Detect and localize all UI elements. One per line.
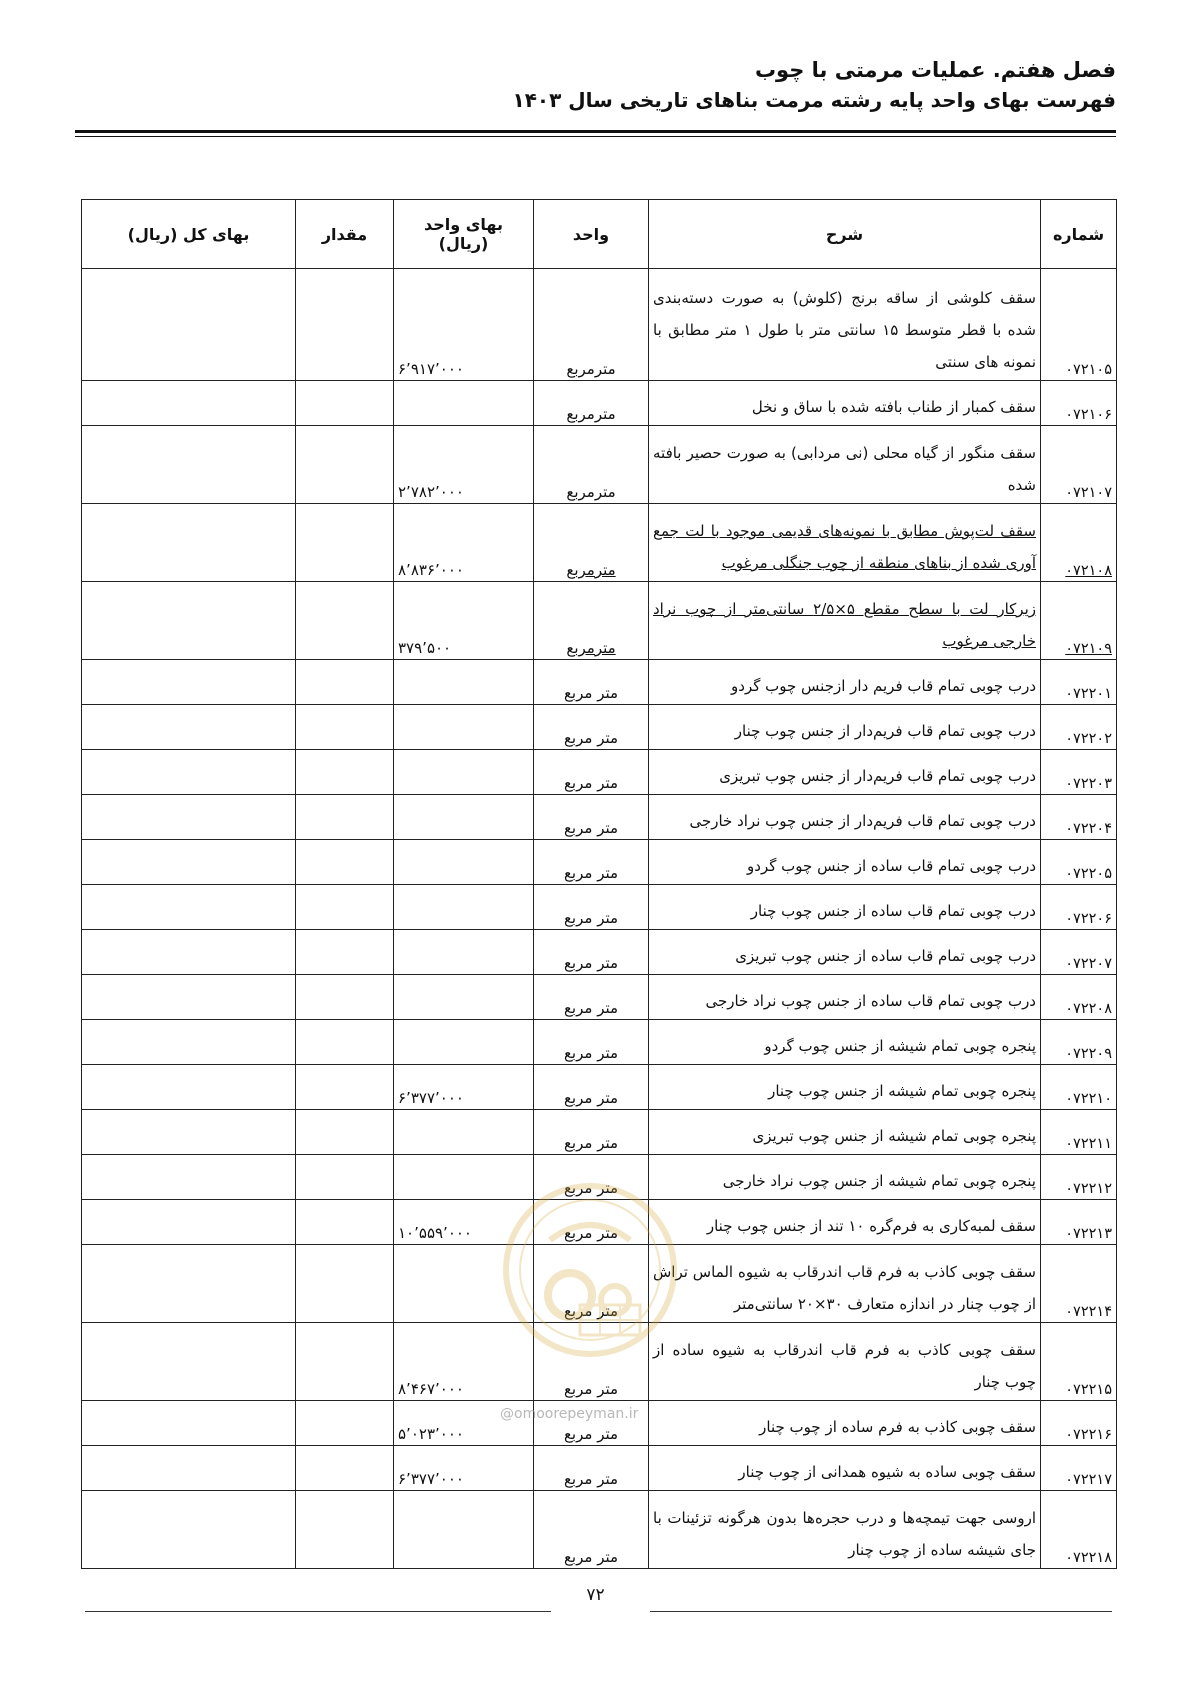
item-unit-price: ۸٬۸۳۶٬۰۰۰ xyxy=(394,504,534,582)
item-description: درب چوبی تمام قاب فریم‌دار از جنس چوب نراد خارجی xyxy=(649,795,1041,840)
item-code: ۰۷۲۲۱۶ xyxy=(1041,1401,1117,1446)
item-unit-price: ۳۷۹٬۵۰۰ xyxy=(394,582,534,660)
item-code: ۰۷۲۲۰۷ xyxy=(1041,930,1117,975)
item-quantity xyxy=(296,1020,394,1065)
item-code: ۰۷۲۲۱۴ xyxy=(1041,1245,1117,1323)
item-total-price xyxy=(82,1020,296,1065)
header-quantity: مقدار xyxy=(296,200,394,269)
item-code: ۰۷۲۱۰۸ xyxy=(1041,504,1117,582)
header-description: شرح xyxy=(649,200,1041,269)
item-unit-price xyxy=(394,705,534,750)
item-description: سقف چوبی کاذب به فرم ساده از چوب چنار xyxy=(649,1401,1041,1446)
item-code: ۰۷۲۲۱۳ xyxy=(1041,1200,1117,1245)
item-total-price xyxy=(82,705,296,750)
item-unit-price xyxy=(394,1245,534,1323)
item-quantity xyxy=(296,504,394,582)
item-quantity xyxy=(296,750,394,795)
item-description: سقف چوبی ساده به شیوه همدانی از چوب چنار xyxy=(649,1446,1041,1491)
item-total-price xyxy=(82,840,296,885)
item-unit: متر مربع xyxy=(534,885,649,930)
item-unit: متر مربع xyxy=(534,930,649,975)
table-row xyxy=(82,885,1117,930)
item-code: ۰۷۲۲۱۸ xyxy=(1041,1491,1117,1569)
watermark-text: @omoorepeyman.ir xyxy=(500,1406,639,1422)
item-description: درب چوبی تمام قاب ساده از جنس چوب گردو xyxy=(649,840,1041,885)
item-unit-price: ۶٬۳۷۷٬۰۰۰ xyxy=(394,1065,534,1110)
item-description: اروسی جهت تیمچه‌ها و درب حجره‌ها بدون هرگونه تزئینات با جای شیشه ساده از چوب چنار xyxy=(649,1491,1041,1569)
item-unit-price xyxy=(394,1155,534,1200)
item-description: درب چوبی تمام قاب ساده از جنس چوب نراد خارجی xyxy=(649,975,1041,1020)
item-code: ۰۷۲۱۰۵ xyxy=(1041,269,1117,381)
item-unit-price xyxy=(394,660,534,705)
item-total-price xyxy=(82,269,296,381)
item-unit: متر مربع xyxy=(534,1020,649,1065)
item-code: ۰۷۲۱۰۹ xyxy=(1041,582,1117,660)
table-row xyxy=(82,1446,1117,1491)
table-row xyxy=(82,975,1117,1020)
item-code: ۰۷۲۲۰۱ xyxy=(1041,660,1117,705)
table-row xyxy=(82,705,1117,750)
item-unit: متر مربع xyxy=(534,1110,649,1155)
item-unit: متر مربع xyxy=(534,1200,649,1245)
table-row xyxy=(82,660,1117,705)
chapter-title: فصل هفتم. عملیات مرمتی با چوب xyxy=(754,58,1116,82)
item-quantity xyxy=(296,660,394,705)
item-unit: مترمربع xyxy=(534,426,649,504)
item-unit: مترمربع xyxy=(534,381,649,426)
item-unit: متر مربع xyxy=(534,1245,649,1323)
table-row xyxy=(82,750,1117,795)
item-code: ۰۷۲۲۰۳ xyxy=(1041,750,1117,795)
table-row xyxy=(82,1245,1117,1323)
table-header-row xyxy=(82,200,1117,269)
item-code: ۰۷۲۲۱۵ xyxy=(1041,1323,1117,1401)
item-code: ۰۷۲۱۰۶ xyxy=(1041,381,1117,426)
item-total-price xyxy=(82,1200,296,1245)
item-description: درب چوبی تمام قاب فریم دار ازجنس چوب گردو xyxy=(649,660,1041,705)
item-description: سقف کمبار از طناب بافته شده با ساق و نخل xyxy=(649,381,1041,426)
price-list-table xyxy=(81,199,1117,1569)
item-description: پنجره چوبی تمام شیشه از جنس چوب گردو xyxy=(649,1020,1041,1065)
item-total-price xyxy=(82,582,296,660)
item-total-price xyxy=(82,1491,296,1569)
item-total-price xyxy=(82,1065,296,1110)
item-quantity xyxy=(296,426,394,504)
table-row xyxy=(82,1200,1117,1245)
page-number: ۷۲ xyxy=(586,1585,605,1605)
item-total-price xyxy=(82,1155,296,1200)
item-quantity xyxy=(296,930,394,975)
item-code: ۰۷۲۲۱۲ xyxy=(1041,1155,1117,1200)
item-code: ۰۷۲۲۰۲ xyxy=(1041,705,1117,750)
item-total-price xyxy=(82,1110,296,1155)
item-description: پنجره چوبی تمام شیشه از جنس چوب نراد خارجی xyxy=(649,1155,1041,1200)
header-unit: واحد xyxy=(534,200,649,269)
table-row xyxy=(82,1323,1117,1401)
item-total-price xyxy=(82,1245,296,1323)
header-code: شماره xyxy=(1041,200,1117,269)
item-quantity xyxy=(296,1065,394,1110)
item-total-price xyxy=(82,750,296,795)
item-unit: متر مربع xyxy=(534,1065,649,1110)
item-unit: مترمربع xyxy=(534,504,649,582)
item-description: درب چوبی تمام قاب ساده از جنس چوب چنار xyxy=(649,885,1041,930)
item-quantity xyxy=(296,381,394,426)
item-unit-price: ۵٬۰۲۳٬۰۰۰ xyxy=(394,1401,534,1446)
item-quantity xyxy=(296,1110,394,1155)
item-code: ۰۷۲۲۱۷ xyxy=(1041,1446,1117,1491)
item-total-price xyxy=(82,1446,296,1491)
item-total-price xyxy=(82,975,296,1020)
header-rule-thin xyxy=(75,136,1116,137)
item-total-price xyxy=(82,660,296,705)
item-unit: متر مربع xyxy=(534,1491,649,1569)
item-unit: متر مربع xyxy=(534,975,649,1020)
item-unit-price: ۸٬۴۶۷٬۰۰۰ xyxy=(394,1323,534,1401)
table-row xyxy=(82,1020,1117,1065)
item-code: ۰۷۲۱۰۷ xyxy=(1041,426,1117,504)
item-description: سقف لمبه‌کاری به فرم‌گره ۱۰ تند از جنس چوب چنار xyxy=(649,1200,1041,1245)
item-quantity xyxy=(296,1155,394,1200)
item-code: ۰۷۲۲۰۹ xyxy=(1041,1020,1117,1065)
item-unit-price xyxy=(394,750,534,795)
item-quantity xyxy=(296,705,394,750)
item-unit: متر مربع xyxy=(534,795,649,840)
table-row xyxy=(82,930,1117,975)
item-code: ۰۷۲۲۰۶ xyxy=(1041,885,1117,930)
item-unit-price xyxy=(394,1491,534,1569)
item-unit-price: ۱۰٬۵۵۹٬۰۰۰ xyxy=(394,1200,534,1245)
item-unit: متر مربع xyxy=(534,1401,649,1446)
item-unit: متر مربع xyxy=(534,840,649,885)
item-description: پنجره چوبی تمام شیشه از جنس چوب چنار xyxy=(649,1065,1041,1110)
item-unit-price xyxy=(394,975,534,1020)
item-total-price xyxy=(82,795,296,840)
item-description: زیرکار لت با سطح مقطع ۵×۲/۵ سانتی‌متر از چوب نراد خارجی مرغوب xyxy=(649,582,1041,660)
item-unit-price: ۶٬۹۱۷٬۰۰۰ xyxy=(394,269,534,381)
item-unit-price xyxy=(394,1020,534,1065)
item-unit: مترمربع xyxy=(534,269,649,381)
table-row xyxy=(82,426,1117,504)
item-quantity xyxy=(296,975,394,1020)
item-total-price xyxy=(82,885,296,930)
table-row xyxy=(82,504,1117,582)
item-total-price xyxy=(82,1323,296,1401)
item-unit-price xyxy=(394,381,534,426)
item-quantity xyxy=(296,840,394,885)
item-description: درب چوبی تمام قاب ساده از جنس چوب تبریزی xyxy=(649,930,1041,975)
table-row xyxy=(82,582,1117,660)
item-quantity xyxy=(296,1491,394,1569)
header-total-price: بهای کل (ریال) xyxy=(82,200,296,269)
item-quantity xyxy=(296,1245,394,1323)
item-unit: متر مربع xyxy=(534,660,649,705)
footer-rule-left xyxy=(85,1611,551,1612)
item-code: ۰۷۲۲۱۱ xyxy=(1041,1110,1117,1155)
item-quantity xyxy=(296,885,394,930)
item-description: درب چوبی تمام قاب فریم‌دار از جنس چوب چنار xyxy=(649,705,1041,750)
item-unit: متر مربع xyxy=(534,1446,649,1491)
table-row xyxy=(82,1155,1117,1200)
item-unit-price: ۶٬۳۷۷٬۰۰۰ xyxy=(394,1446,534,1491)
table-row xyxy=(82,381,1117,426)
item-unit-price xyxy=(394,795,534,840)
footer-rule-right xyxy=(650,1611,1112,1612)
item-code: ۰۷۲۲۱۰ xyxy=(1041,1065,1117,1110)
page-header xyxy=(75,55,1116,115)
item-unit: متر مربع xyxy=(534,1323,649,1401)
item-unit-price: ۲٬۷۸۲٬۰۰۰ xyxy=(394,426,534,504)
item-unit-price xyxy=(394,885,534,930)
item-quantity xyxy=(296,269,394,381)
item-total-price xyxy=(82,426,296,504)
table-row xyxy=(82,1065,1117,1110)
item-code: ۰۷۲۲۰۸ xyxy=(1041,975,1117,1020)
item-total-price xyxy=(82,504,296,582)
item-description: سقف لت‌پوش مطابق با نمونه‌های قدیمی موجود با لت جمع آوری شده از بناهای منطقه از چوب جنگلی مرغوب xyxy=(649,504,1041,582)
item-total-price xyxy=(82,381,296,426)
item-total-price xyxy=(82,1401,296,1446)
item-unit: مترمربع xyxy=(534,582,649,660)
table-row xyxy=(82,840,1117,885)
item-unit: متر مربع xyxy=(534,705,649,750)
item-description: سقف منگور از گیاه محلی (نی مردابی) به صورت حصیر بافته شده xyxy=(649,426,1041,504)
item-quantity xyxy=(296,795,394,840)
item-unit-price xyxy=(394,1110,534,1155)
table-row xyxy=(82,269,1117,381)
item-quantity xyxy=(296,1323,394,1401)
item-code: ۰۷۲۲۰۴ xyxy=(1041,795,1117,840)
header-rule-thick xyxy=(75,130,1116,133)
header-unit-price: بهای واحد (ریال) xyxy=(394,200,534,269)
item-description: سقف چوبی کاذب به فرم قاب اندرقاب به شیوه الماس تراش از چوب چنار در اندازه متعارف ۳۰×۲۰ سانتی‌متر xyxy=(649,1245,1041,1323)
item-description: پنجره چوبی تمام شیشه از جنس چوب تبریزی xyxy=(649,1110,1041,1155)
item-description: سقف کلوشی از ساقه برنج (کلوش) به صورت دسته‌بندی شده با قطر متوسط ۱۵ سانتی متر با طول ۱ متر مطابق با نمونه های سنتی xyxy=(649,269,1041,381)
table-row xyxy=(82,795,1117,840)
item-unit: متر مربع xyxy=(534,750,649,795)
table-row xyxy=(82,1491,1117,1569)
item-quantity xyxy=(296,1200,394,1245)
item-unit-price xyxy=(394,930,534,975)
document-subtitle: فهرست بهای واحد پایه رشته مرمت بناهای تاریخی سال ۱۴۰۳ xyxy=(512,88,1116,112)
item-description: سقف چوبی کاذب به فرم قاب اندرقاب به شیوه ساده از چوب چنار xyxy=(649,1323,1041,1401)
item-code: ۰۷۲۲۰۵ xyxy=(1041,840,1117,885)
item-unit: متر مربع xyxy=(534,1155,649,1200)
item-quantity xyxy=(296,582,394,660)
item-unit-price xyxy=(394,840,534,885)
item-description: درب چوبی تمام قاب فریم‌دار از جنس چوب تبریزی xyxy=(649,750,1041,795)
item-quantity xyxy=(296,1401,394,1446)
table-row xyxy=(82,1110,1117,1155)
item-total-price xyxy=(82,930,296,975)
item-quantity xyxy=(296,1446,394,1491)
